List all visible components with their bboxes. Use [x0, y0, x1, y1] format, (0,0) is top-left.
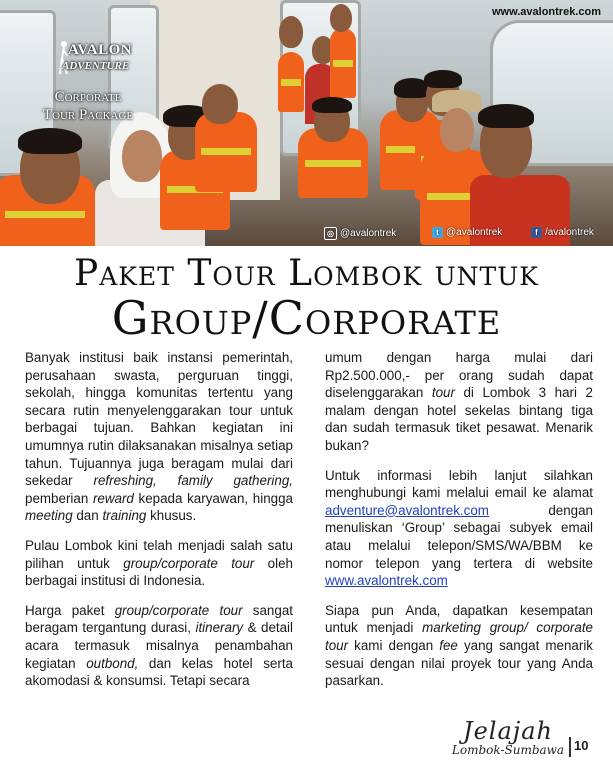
magazine-brand-line2: Lombok-Sumbawa — [451, 743, 565, 757]
instagram-handle: @avalontrek — [340, 228, 397, 239]
instagram-icon: ◎ — [324, 227, 337, 240]
twitter-handle: @avalontrek — [446, 227, 503, 238]
page-title-line1: Paket Tour Lombok untuk — [74, 253, 539, 294]
magazine-brand — [443, 719, 573, 757]
package-label-line1: Corporate — [54, 89, 122, 105]
social-facebook[interactable] — [531, 227, 594, 238]
hero-photo — [0, 0, 613, 246]
social-instagram[interactable] — [324, 227, 396, 240]
email-link[interactable]: adventure@avalontrek.com — [325, 502, 489, 518]
page-title-line2: Group/Corporate — [111, 291, 502, 345]
website-url[interactable]: www.avalontrek.com — [491, 6, 601, 18]
avalon-adventure-logo — [58, 40, 133, 84]
article-right-column — [325, 349, 593, 702]
footer-divider — [569, 737, 571, 757]
social-twitter[interactable] — [432, 227, 502, 238]
package-label-line2: Tour Package — [42, 107, 134, 123]
facebook-icon: f — [531, 227, 542, 238]
paragraph-intro: Banyak institusi baik instansi pemerintah, perusahaan swasta, perguruan tinggi, sekolah, hingga komunitas tertentu yang secara rutin menyelenggarakan tour untuk berbagai tujuan. Bahkan kegiatan ini umumnya rutin dilaksanakan misalnya setiap tahun. Tujuannya juga beragam mulai dari sekedar refreshing, family gathering, pemberian reward kepada karyawan, hingga meeting dan training khusus. — [25, 350, 294, 524]
paragraph-marketing: Siapa pun Anda, dapatkan kesempatan untuk menjadi marketing group/ corporate tour kami dengan fee yang sangat menarik sesuai dengan nilai proyek tour yang Anda pasarkan. — [325, 602, 593, 689]
paragraph-lombok: Pulau Lombok kini telah menjadi salah satu pilihan untuk group/corporate tour oleh berbagai institusi di Indonesia. — [25, 537, 293, 589]
paragraph-price-continued: umum dengan harga mulai dari Rp2.500.000,- per orang sudah dapat diselenggarakan tour di Lombok 3 hari 2 malam dengan hotel sekelas bintang tiga dan sudah termasuk tiket pesawat. Menarik bukan? — [325, 350, 594, 453]
twitter-icon: t — [432, 227, 443, 238]
logo-main-text: AVALON — [68, 42, 133, 58]
logo-sub-text: ADVENTURE — [62, 60, 130, 72]
paragraph-contact: Untuk informasi lebih lanjut silahkan menghubungi kami melalui email ke alamat adventure@avalontrek.com dengan menuliskan ‘Group’ sebagai subyek email atau melalui telepon/SMS/WA/BBM ke nomor telepon yang tertera di website www.avalontrek.com — [325, 467, 593, 589]
article-left-column — [25, 349, 293, 702]
facebook-handle: /avalontrek — [545, 227, 594, 238]
page-number: 10 — [574, 738, 589, 753]
website-link[interactable]: www.avalontrek.com — [325, 573, 448, 589]
paragraph-price: Harga paket group/corporate tour sangat beragam tergantung durasi, itinerary & detail acara termasuk misalnya penambahan kegiatan outbond, dan kelas hotel serta akomodasi & konsumsi. Tetapi secara — [25, 602, 294, 689]
magazine-brand-line1: Jelajah — [462, 717, 553, 745]
